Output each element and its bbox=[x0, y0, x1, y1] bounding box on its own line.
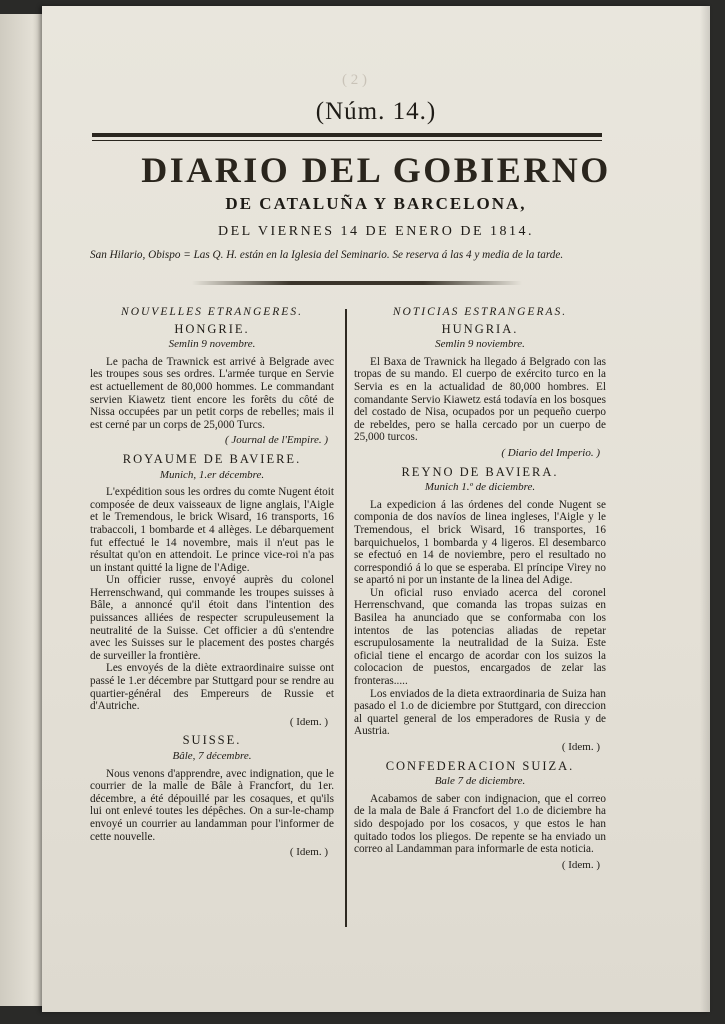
article-source: ( Idem. ) bbox=[561, 858, 600, 871]
french-column bbox=[90, 306, 334, 865]
masthead-rule-thin bbox=[92, 140, 602, 141]
article-dateline: Bâle, 7 décembre. bbox=[172, 750, 252, 762]
article-source: ( Idem. ) bbox=[561, 741, 600, 753]
article-dateline: Munich, 1.er décembre. bbox=[159, 468, 265, 481]
article-paragraph: Nous venons d'apprendre, avec indignation, que le courrier de la malle de Bâle à Francfort, du 1er. décembre, a été dépouillé par les cosaques, et qu'ils lui ont enlevé toutes les dépêches. On a sur-le-champ envoyé un courrier au landamman pour l'informer de cette nouvelle. bbox=[90, 767, 334, 843]
article-paragraph: Acabamos de saber con indignacion, que el correo de la mala de Bale á Francfort del 1.o de diciembre ha sido despojado por los cosacos, y que estos le han quitado todos los pliegos. De repente se ha enviado un correo al Landamman para informarle de esta noticia. bbox=[354, 792, 606, 856]
article-title: ROYAUME DE BAVIERE. bbox=[122, 451, 302, 466]
article-title: CONFEDERACION SUIZA. bbox=[385, 758, 575, 773]
article-dateline: Semlin 9 noviembre. bbox=[435, 338, 525, 351]
section-header: NOUVELLES ETRANGERES. bbox=[121, 306, 303, 318]
article-title: HONGRIE. bbox=[174, 321, 250, 336]
section-header: NOTICIAS ESTRANGERAS. bbox=[392, 306, 568, 318]
article-dateline: Semlin 9 novembre. bbox=[168, 338, 256, 351]
article-paragraph: Le pacha de Trawnick est arrivé à Belgrade avec les troupes sous ses ordres. L'armée turque en Servie est actuellement de 80,000 hommes. Le commandant servien Kiawetz tient encore les forêts du côté de Nissa occupées par un petit corps de rebelles; mais il est cerné par un corps de 25,000 Turcs. bbox=[90, 355, 334, 431]
masthead-subtitle: DE CATALUÑA Y BARCELONA, bbox=[225, 194, 527, 213]
article-dateline: Munich 1.º de diciembre. bbox=[424, 481, 536, 494]
issue-dateline: DEL VIERNES 14 DE ENERO DE 1814. bbox=[217, 224, 535, 239]
article-paragraph: Un officier russe, envoyé auprès du colonel Herrenschwand, qui commande les troupes suisses à Bâle, a annoncé qu'il étoit dans l'intention des puissances alliées de respecter scrupuleusement la neutralité de la Suisse. Cet officier a dû s'entendre avec les Suisses sur le placement des postes chargés de surveiller la frontière. bbox=[90, 574, 334, 662]
article-title: SUISSE. bbox=[182, 733, 242, 748]
article-paragraph: Un oficial ruso enviado acerca del coronel Herrenschvand, que comanda las tropas suizas en Basilea ha anunciado que se conformaba con los intentos de las potencias aliadas de repetar escrupulosamente la neutralidad de la Suiza. Este oficial tiene el encargo de acordar con los suizos la colocacion de puestos, encargados de zelar las fronteras..... bbox=[354, 586, 606, 688]
article-paragraph: L'expédition sous les ordres du comte Nugent étoit composée de deux vaisseaux de ligne anglais, l'Aigle et le Tremendous, le brick Wisard, 16 transports, 16 trabaccoli, 1 bombarde et 4 allèges. Le débarquement fut effectué le 14 novembre, mais il n'eut pas le résultat qu'on en attendoit. Le prince vice-roi n'a pas un instant quitté la ligne de l'Adige. bbox=[90, 486, 334, 574]
bleed-through-page-number: ( 2 ) bbox=[342, 72, 367, 88]
article-source: ( Diario del Imperio. ) bbox=[501, 446, 600, 459]
article-dateline: Bale 7 de diciembre. bbox=[434, 775, 526, 788]
column-divider bbox=[345, 309, 347, 927]
issue-number: (Núm. 14.) bbox=[315, 98, 437, 125]
article-paragraph: El Baxa de Trawnick ha llegado á Belgrado con las tropas de su mando. El cuerpo de exército turco en la Servia es en la actualidad de 80,000 hombres. El comandante Servio Kiawetz está todavía en los bosques del costado de Nisa, ocupados por un pequeño cuerpo de rebeldes, pero se halla cercado por un cuerpo de 25,000 turcos. bbox=[354, 355, 606, 444]
newspaper-page bbox=[42, 6, 710, 1012]
adjacent-page-edge bbox=[0, 14, 46, 1006]
article-paragraph: Los enviados de la dieta extraordinaria de Suiza han pasado el 1.o de diciembre por Stuttgard, con direccion al quartel general de los emperadores de Rusia y de Austria. bbox=[354, 687, 606, 738]
ornamental-rule bbox=[192, 281, 522, 285]
article-source: ( Journal de l'Empire. ) bbox=[224, 434, 328, 447]
article-title: REYNO DE BAVIERA. bbox=[401, 464, 559, 479]
article-source: ( Idem. ) bbox=[289, 715, 328, 728]
article-title: HUNGRIA. bbox=[441, 321, 519, 336]
article-source: ( Idem. ) bbox=[289, 846, 328, 859]
article-paragraph: La expedicion á las órdenes del conde Nugent se componia de dos navíos de linea ingleses, l'Aigle y le Tremendous, el brick Wisard, 16 transportes, 16 barquichuelos, 1 bombarda y 4 ligeros. El desembarco se efectuó en 14 de noviembre, pero el resultado no correspondió á lo que se esperaba. El príncipe Virey no se apartó ni por un instante de la linea del Adige. bbox=[354, 498, 606, 587]
masthead-title: DIARIO DEL GOBIERNO bbox=[141, 150, 611, 190]
masthead-rule-thick bbox=[92, 133, 602, 137]
article-paragraph: Les envoyés de la diète extraordinaire suisse ont passé le 1.er décembre par Stuttgard pour se rendre au quartier-général des Empereurs de Russie et d'Autriche. bbox=[90, 662, 334, 713]
saints-notice: San Hilario, Obispo = Las Q. H. están en la Iglesia del Seminario. Se reserva á las 4 y media de la tarde. bbox=[90, 249, 564, 261]
spanish-column bbox=[354, 306, 606, 877]
